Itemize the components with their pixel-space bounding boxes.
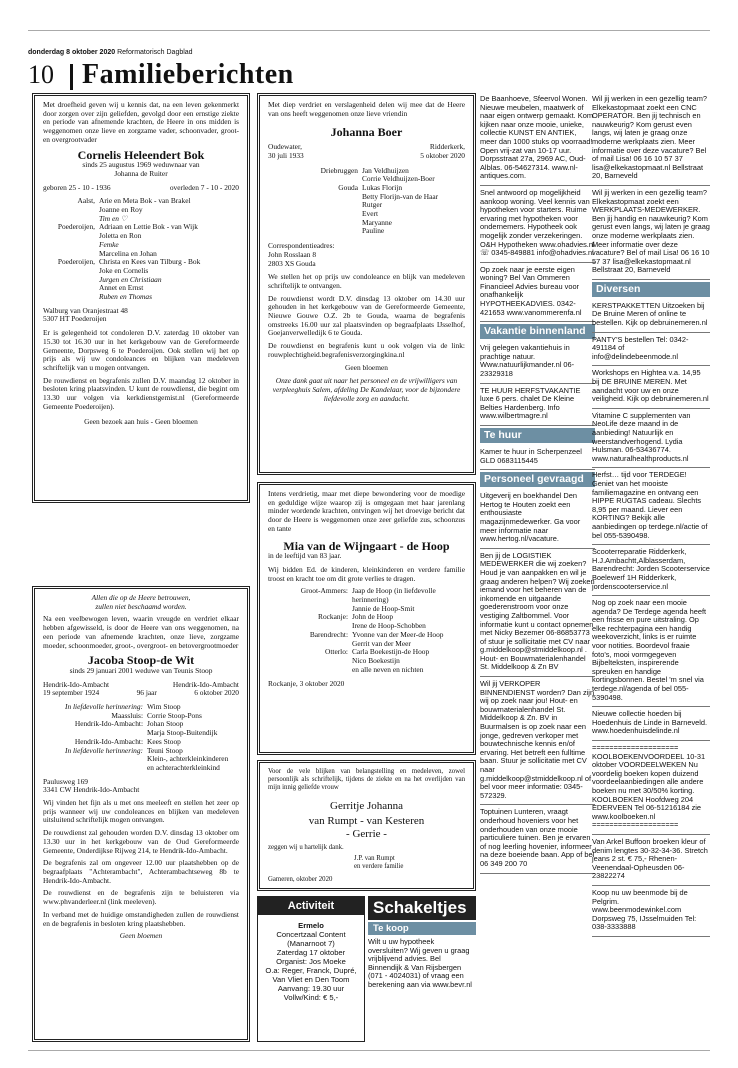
- date-bar: [28, 49, 193, 56]
- page-number: 10: [28, 60, 54, 89]
- bok-family-row: [43, 232, 239, 241]
- boer-thanks: Onze dank gaat uit naar het personeel en de vrijwilligers van verpleeghuis Salem, afdeling De Kandelaar, voor de bijzondere liefdevolle zorg en aandacht.: [272, 376, 461, 403]
- classified-ad: Wil jij werken in een gezellig team? Elkekastopmaat zoekt een CNC OPERATOR. Ben jij technisch en nauwkeurig? Kom gerust even langs, wij laten je graag onze moderne werkplaats zien. Meer informatie over deze vacature? Bel of mail Lisa! 06 16 10 57 37 lisa@elkekastopmaat.nl Bellstraat 20, Barneveld: [592, 92, 710, 186]
- bok-family-place: Aalst,: [77, 196, 95, 206]
- activiteit-line: Aanvang: 19.30 uur: [277, 984, 345, 993]
- classifieds-column-4: [592, 92, 710, 937]
- notice-hoop: [257, 482, 476, 755]
- notice-rumpt: [257, 760, 476, 891]
- boer-family-place: [268, 201, 358, 210]
- vakantie-header: Vakantie binnenland: [480, 324, 595, 339]
- wit-dates: [43, 689, 239, 698]
- rumpt-name-2: van Rumpt - van Kesteren: [308, 814, 425, 827]
- section-title: Familieberichten: [82, 59, 294, 90]
- rumpt-sign-2: en verdere familie: [354, 862, 404, 870]
- classified-ad: Vrij gelegen vakantiehuis in prachtige natuur. Www.natuurlijkmander.nl 06-23329318: [480, 341, 595, 383]
- rumpt-name-3: - Gerrie -: [346, 827, 387, 840]
- wit-paragraph-5: In verband met de huidige omstandigheden zullen de rouwdienst en de begrafenis in besloten kring plaatshebben.: [43, 909, 239, 928]
- schakeltjes-box: [368, 896, 476, 1042]
- boer-date-left: 30 juli 1933: [268, 150, 304, 160]
- boer-date-right: 5 oktober 2020: [420, 150, 465, 160]
- bok-family-name: Ruben en Thomas: [99, 292, 152, 302]
- bok-died: overleden 7 - 10 - 2020: [169, 182, 239, 192]
- schakeltjes-text: Wilt u uw hypotheek oversluiten? Wij geven u graag vrijblijvend advies. Bel Binnendijk & Van Rijsbergen (071 - 4024031) of vraag een berekening aan via www.bevr.nl: [368, 937, 472, 989]
- bok-address-1: Walburg van Oranjestraat 48: [43, 305, 128, 315]
- classified-ad: Scooterreparatie Ridderkerk, H.J.Ambachtt,Alblasserdam, Barendrecht: Jorden Scooterservice Boelewerf 1H Ridderkerk, jordenscooterservice.nl: [592, 545, 710, 596]
- boer-family-name: Jan Veldhuijzen: [362, 165, 409, 175]
- wit-paragraph-4: De rouwdienst en de begrafenis zijn te beluisteren via www.phvanderleer.nl (link meeleven).: [43, 888, 239, 907]
- hoop-family-place: [268, 657, 348, 666]
- boer-family-name: Maryanne: [362, 217, 392, 227]
- bok-family-name: Marcelina en Johan: [99, 248, 157, 258]
- bok-family-place: [43, 241, 95, 250]
- wit-paragraph-1: Wij vinden het fijn als u met ons meeleeft en stellen het zeer op prijs wanneer wij uw condoleances en blijken van medeleven uitsluitend schriftelijk mogen ontvangen.: [43, 798, 239, 825]
- hoop-family-row: [268, 587, 465, 604]
- bok-family-name: Joanne en Roy: [99, 205, 143, 215]
- wit-family-name: Klein-, achterkleinkinderen: [147, 754, 229, 764]
- wit-age: 96 jaar: [136, 688, 157, 698]
- boer-family-place: [268, 227, 358, 236]
- hoop-family-name: Nico Boekestijn: [352, 655, 400, 665]
- hoop-family-name: John de Hoop: [352, 612, 394, 622]
- bok-family-name: Joletta en Ron: [99, 231, 142, 241]
- bok-family-row: [43, 206, 239, 215]
- notice-bok: [32, 93, 250, 503]
- classified-ad: Koop nu uw beenmode bij de Pelgrim. www.beenmodewinkel.com Dorpsweg 75, IJsselmuiden Tel: 038-3333888: [592, 886, 710, 937]
- boer-family-name: Rutger: [362, 200, 383, 210]
- wit-family-place: Hendrik-Ido-Ambacht:: [74, 736, 143, 746]
- bok-family-name: Jurgen en Christiaan: [99, 274, 162, 284]
- hoop-name: Mia van de Wijngaart - de Hoop: [283, 538, 450, 553]
- tehuur-ads: [480, 445, 595, 470]
- wit-family-place: In liefdevolle herinnering:: [65, 702, 143, 712]
- activiteit-header: Activiteit: [258, 897, 364, 915]
- hoop-paragraph-1: Wij bidden Ed. de kinderen, kleinkinderen en verdere familie troost en kracht toe om dit grote verlies te dragen.: [268, 564, 465, 583]
- boer-family-name: Corrie Veldhuijzen-Boer: [362, 174, 435, 184]
- wit-family-place: [43, 755, 143, 764]
- boer-flowers: Geen bloemen: [345, 362, 388, 372]
- hoop-family-place: Barendrecht:: [309, 629, 348, 639]
- diversen-ads: [592, 299, 710, 937]
- hoop-family-name: Yvonne van der Meer-de Hoop: [352, 629, 444, 639]
- bok-spouse: Johanna de Ruiter: [114, 168, 168, 178]
- bok-family-name: Femke: [99, 239, 119, 249]
- tekoop-header: Te koop: [368, 922, 476, 935]
- wit-verse-2: zullen niet beschaamd worden.: [95, 601, 187, 611]
- wit-family-name: Kees Stoop: [147, 736, 181, 746]
- wit-closing: Geen bloemen: [119, 931, 163, 941]
- wit-family-name: Wim Stoop: [147, 702, 181, 712]
- hoop-intro: Intens verdrietig, maar met diepe bewondering voor de moedige en geduldige wijze waarop zij is omgegaan met haar jarenlang minder wordende krachten, ontvingen wij het droevige bericht dat door de Heere is weggenomen onze zeer geliefde zus, schoonzus en tante: [268, 489, 465, 533]
- bottom-rule: [28, 1050, 710, 1051]
- boer-family-name: Betty Florijn-van de Haar: [362, 191, 439, 201]
- bok-dates: [43, 184, 239, 193]
- boer-family-list: [268, 167, 465, 237]
- rumpt-name-1: Gerritje Johanna: [330, 799, 403, 812]
- hoop-family-name: Jannie de Hoop-Smit: [352, 603, 415, 613]
- bok-family-name: Arie en Meta Bok - van Brakel: [99, 196, 191, 206]
- classified-ad: PANTY'S bestellen Tel: 0342-491184 of info@delindebeenmode.nl: [592, 333, 710, 367]
- bok-family-list: [43, 197, 239, 301]
- wit-family-place: Hendrik-Ido-Ambacht:: [74, 719, 143, 729]
- boer-family-place: [268, 219, 358, 228]
- hoop-family-name: Irene de Hoop-Schobben: [352, 621, 426, 631]
- wit-address-2: 3341 CW Hendrik-Ido-Ambacht: [43, 785, 140, 795]
- wit-name: Jacoba Stoop-de Wit: [87, 653, 195, 668]
- classified-ad: Workshops en Hightea v.a. 14,95 bij DE BRUINE MEREN. Met aandacht voor uw en onze veiligheid. Kijk op debruinemeren.nl: [592, 366, 710, 408]
- vakantie-ads: [480, 341, 595, 426]
- bok-born: geboren 25 - 10 - 1936: [43, 182, 111, 192]
- title-divider: [70, 64, 73, 90]
- activiteit-line: Vollw/Kind: € 5,-: [283, 993, 339, 1002]
- bok-family-name: Joke en Cornelis: [99, 265, 149, 275]
- hoop-age: in de leeftijd van 83 jaar.: [268, 551, 342, 561]
- boer-corr-city: 2803 XS Gouda: [268, 258, 316, 268]
- boer-family-place: Driebruggen: [320, 165, 358, 175]
- activiteit-line: O.a: Reger, Franck, Dupré,: [265, 966, 357, 975]
- rumpt-intro: Voor de vele blijken van belangstelling en medeleven, zowel persoonlijk als schriftelijk, tijdens de ziekte en na het overlijden van mijn innig geliefde vrouw: [268, 768, 465, 791]
- boer-place-left: Oudewater,: [268, 142, 302, 152]
- issue-date: donderdag 8 oktober 2020: [28, 49, 116, 56]
- classified-ad: De Baanhoeve, Sfeervol Wonen. Nieuwe meubelen, maatwerk of naar eigen ontwerp gemaakt. Kom kijken naar onze mooie, unieke, collectie KUNST EN ANTIEK, meer dan 1000 stuks op voorraad! Open vrij-zat van 10-17 uur. Dorpsstraat 27a, 2969 AC, Oud-Alblas. 06-54627314. www.nl-antiques.com.: [480, 92, 595, 186]
- activiteit-body: [258, 915, 364, 1002]
- classified-ad: Nieuwe collectie hoeden bij Hoedenhuis de Linde in Barneveld. www.hoedenhuisdelinde.nl: [592, 707, 710, 741]
- classified-ad: Van Arkel Buffoon broeken kleur of denim lengtes 30-32-34-36. Stretch jeans 2 st. € 75,- Rhenen-Veenendaal-Opheusden 06-23822274: [592, 835, 710, 886]
- classified-ad: Nog op zoek naar een mooie agenda? De Terdege agenda heeft een frisse en pure uitstraling. Op elke rechterpagina een handig weekoverzicht, links is er ruimte voor notities. Boordevol fraaie foto's, mooi vormgegeven Bijbelteksten, inspirerende spreuken en handige kortingsbonnen. Bestel 'm snel via terdege.nl/agenda of bel 055-5390498.: [592, 596, 710, 707]
- boer-family-name: Lukas Florijn: [362, 182, 403, 192]
- activiteit-lines: [258, 930, 364, 1002]
- bok-family-name: Christa en Kees van Tilburg - Bok: [99, 257, 201, 267]
- classified-ad: TE HUUR HERFSTVAKANTIE luxe 6 pers. chalet De Kleine Belties Hardenberg. Info www.wilbertmagre.nl: [480, 384, 595, 426]
- bok-paragraph-2: De rouwdienst en begrafenis zullen D.V. maandag 12 oktober in besloten kring plaatsvinden. U kunt de rouwdienst, die begint om 13.30 uur volgen via kerkdienstgemist.nl (Gereformeerde Gemeente Poederoijen).: [43, 375, 239, 411]
- hoop-family-name: Carla Boekestijn-de Hoop: [352, 647, 430, 657]
- boer-intro: Met diep verdriet en verslagenheid delen wij mee dat de Heere van ons heeft weggenomen onze lieve vriendin: [268, 100, 465, 118]
- schakeltjes-header: Schakeltjes: [368, 896, 476, 920]
- bok-family-place: Poederoijen,: [57, 222, 95, 232]
- wit-place-left: Hendrik-Ido-Ambacht: [43, 679, 110, 689]
- wit-family-row: [43, 764, 239, 773]
- bok-family-place: [43, 284, 95, 293]
- classified-ad: Ben jij de LOGISTIEK MEDEWERKER die wij zoeken? Houd je van aanpakken en wil je graag anderen helpen? Wij zoeken iemand voor het beheren van de inkomende en uitgaande goederenstroom voor onze vestiging Zaltbommel. Voor informatie kunt u contact opnemen met Nicky Bezemer 06-86853773 of stuur je sollicitatie met CV naar g.middelkoop@stmiddelkoop.nl . Hout- en Bouwmaterialenhandel St. Middelkoop & Zn BV: [480, 549, 595, 677]
- hoop-family-row: [268, 666, 465, 675]
- bok-family-place: [43, 267, 95, 276]
- boer-paragraph-2: De rouwdienst wordt D.V. dinsdag 13 oktober om 14.30 uur gehouden in het kerkgebouw van de Gereformeerde Gemeente, Nieuwe Gouwe O.Z. 2b te Gouda, waarna de begrafenis omstreeks 16.00 uur zal plaatsvinden op begraafplaats IJsselhof, Goejanverwelledijk 6 te Gouda.: [268, 293, 465, 338]
- wit-verse-1: Allen die op de Heere betrouwen,: [91, 593, 191, 602]
- boer-corr-street: John Rosslaan 8: [268, 249, 317, 259]
- diversen-header: Diversen: [592, 282, 710, 297]
- wit-intro: Na een veelbewogen leven, waarin vreugde en verdriet elkaar hebben afgewisseld, is door de Heere van ons weggenomen, na een periode van afnemende krachten, onze lieve, zorgzame moeder, schoonmoeder, groot-, overgroot- en betovergrootmoeder: [43, 614, 239, 650]
- bok-address-2: 5307 HT Poederoijen: [43, 314, 107, 324]
- boer-name: Johanna Boer: [330, 125, 403, 140]
- wit-address-1: Paulusweg 169: [43, 776, 88, 786]
- notice-boer: [257, 93, 476, 475]
- wit-date-right: 6 oktober 2020: [194, 688, 239, 698]
- boer-paragraph-3: De rouwdienst en begrafenis kunt u ook volgen via de link: rouwplechtigheid.begrafenisverzorgingkina.nl: [268, 341, 465, 359]
- bok-family-name: Adriaan en Lettie Bok - van Wijk: [99, 222, 198, 232]
- boer-family-place: Gouda: [338, 182, 358, 192]
- top-rule: [28, 30, 710, 31]
- classified-ad: Snel antwoord op mogelijkheid aankoop woning. Veel kennis van hypotheken voor starters. Ruime ervaring met hypotheken voor ondernemers. Hypotheek ook mogelijk zonder verzekeringen. O&H Hypotheken www.ohadvies.nl ☏ 0345-849881 info@ohadvies.nl: [480, 186, 595, 263]
- wit-paragraph-2: De rouwdienst zal gehouden worden D.V. dinsdag 13 oktober om 13.30 uur in het kerkgebouw van de Oud Gereformeerde Gemeente, Onderdijkse Rijweg 214, te Hendrik-Ido-Ambacht.: [43, 828, 239, 855]
- wit-family-name: Corrie Stoop-Pons: [147, 710, 202, 720]
- classified-ad: Wil jij VERKOPER BINNENDIENST worden? Dan zijn wij op zoek naar jou! Hout- en bouwmaterialenhandel St. Middelkoop & Zn. BV in Buurmalsen is op zoek naar een jonge, gedreven verkoper met bouwtechnische kennis en/of ervaring. Het betreft een fulltime baan. Stuur je sollicitatie met CV naar g.middelkoop@stmiddelkoop.nl of bel voor meer informatie: 0345-572329.: [480, 677, 595, 805]
- bok-family-place: [43, 232, 95, 241]
- wit-family-name: Teuni Stoop: [147, 745, 183, 755]
- bok-since: sinds 25 augustus 1969 weduwnaar van: [82, 160, 200, 170]
- paper-name: Reformatorisch Dagblad: [117, 49, 193, 56]
- boer-family-place: [268, 210, 358, 219]
- bok-family-row: [43, 223, 239, 232]
- activiteit-line: Organist: Jos Moeke: [276, 957, 346, 966]
- boer-family-row: [268, 227, 465, 236]
- rumpt-thanks: zeggen wij u hartelijk dank.: [268, 843, 344, 851]
- bok-family-place: [43, 206, 95, 215]
- boer-dates: [268, 152, 465, 161]
- bok-family-place: [43, 276, 95, 285]
- tehuur-header: Te huur: [480, 428, 595, 443]
- classified-ad: Uitgeverij en boekhandel Den Hertog te Houten zoekt een enthousiaste magazijnmedewerker. Ga voor meer informatie naar www.hertog.nl/vacature.: [480, 489, 595, 549]
- classified-ad: Kamer te huur in Scherpenzeel GLD 0683115445: [480, 445, 595, 470]
- boer-family-name: Pauline: [362, 226, 385, 236]
- wit-family-name: en achterachterkleinkind: [147, 762, 220, 772]
- bok-name: Cornelis Heleendert Bok: [77, 147, 205, 162]
- col3-ads: [480, 92, 595, 322]
- activiteit-place: Ermelo: [298, 921, 324, 930]
- hoop-family-name: Gerrit van der Meer: [352, 638, 411, 648]
- classified-ad: Herfst… tijd voor TERDEGE! Geniet van het mooiste familiemagazine en ontvang een HIPPE RUGTAS cadeau. Slechts 8,95 per maand. Liever een KORTING? Bekijk alle aanbiedingen op terdege.nl/actie of bel 055-5390498.: [592, 468, 710, 545]
- activiteit-line: Van Vliet en Den Toom: [272, 975, 350, 984]
- activiteit-line: (Manarnoot 7): [287, 939, 335, 948]
- bok-family-place: [43, 293, 95, 302]
- col4-top-ads: [592, 92, 710, 280]
- bok-intro: Met droefheid geven wij u kennis dat, na een leven gekenmerkt door zorgen over zijn geliefden, gevolgd door een ernstige ziekte en periode van afnemende krachten, de Heere in ons midden is weggenomen onze lieve en zorgzame vader, schoonvader, groot- en overgrootvader: [43, 100, 239, 144]
- rumpt-footer: Gameren, oktober 2020: [268, 875, 333, 883]
- classified-ad: Wil jij werken in een gezellig team? Elkekastopmaat zoekt een WERKPLAATS-MEDEWERKER. Ben jij handig en nauwkeurig? Kom gerust even langs, wij laten je graag onze moderne werkplaats zien. Meer informatie over deze vacature? Bel of mail Lisa! 06 16 10 57 37 lisa@elkekastopmaat.nl Bellstraat 20, Barneveld: [592, 186, 710, 280]
- notice-wit: [32, 586, 250, 1042]
- wit-paragraph-3: De begrafenis zal om ongeveer 12.00 uur plaatshebben op de begraafplaats "Achterambacht", Achterambachtseweg 8b te Hendrik-Ido-Ambacht.: [43, 858, 239, 885]
- wit-family-name: Marja Stoop-Buitendijk: [147, 728, 218, 738]
- bok-family-name: Annet en Ernst: [99, 283, 144, 293]
- activiteit-box: [257, 896, 365, 1042]
- activiteit-line: Concertzaal Content: [276, 930, 346, 939]
- hoop-family-place: [268, 666, 348, 675]
- classified-ad: Toptuinen Lunteren, vraagt onderhoud hoveniers voor het onderhouden van onze mooie particuliere tuinen. Ben je ervaren of nog leerling hovenier, informeer na deze boeiende baan. App of bel 06 349 200 70: [480, 805, 595, 873]
- boer-corr-label: Correspondentieadres:: [268, 241, 335, 251]
- personeel-ads: [480, 489, 595, 873]
- boer-family-place: [268, 193, 358, 202]
- personeel-header: Personeel gevraagd: [480, 472, 595, 487]
- wit-family-place: In liefdevolle herinnering:: [65, 745, 143, 755]
- classifieds-column-3: [480, 92, 595, 874]
- wit-family-place: Maassluis:: [111, 710, 143, 720]
- classified-ad: Vitamine C supplementen van NeoLife deze maand in de aanbieding! Natuurlijk en weerstandverhogend. Lydia Hulsman. 06-53436774. www.naturalhealthproducts.nl: [592, 409, 710, 469]
- classified-ad: Op zoek naar je eerste eigen woning? Bel Van Ommeren Financieel Advies bureau voor onafhankelijk HYPOTHEEKADVIES. 0342-421653 www.vanommerenfa.nl: [480, 263, 595, 323]
- hoop-family-place: Rockanje:: [318, 612, 348, 622]
- bok-family-row: [43, 293, 239, 302]
- activiteit-line: Zaterdag 17 oktober: [276, 948, 346, 957]
- wit-place-right: Hendrik-Ido-Ambacht: [172, 679, 239, 689]
- boer-family-name: Evert: [362, 209, 379, 219]
- wit-family-place: [43, 764, 143, 773]
- boer-paragraph-1: We stellen het op prijs uw condoleance en blijk van medeleven schriftelijk te ontvangen.: [268, 272, 465, 290]
- rumpt-sign-1: J.P. van Rumpt: [354, 854, 395, 862]
- bok-closing: Geen bezoek aan huis - Geen bloemen: [84, 416, 198, 426]
- hoop-family-name: Jaap de Hoop (in liefdevolle herinnering): [352, 586, 436, 605]
- hoop-family-place: Groot-Ammers:: [300, 586, 348, 596]
- hoop-family-name: en alle neven en nichten: [352, 664, 424, 674]
- wit-family-list: [43, 703, 239, 773]
- classified-ad: ==================== KOOLBOEKENVOORDEEL 10-31 oktober VOORDEELWEKEN Nu voordelig boeken kopen duizend voordeelaanbiedingen alle andere boeken nu met 30/50% korting. KOOLBOEKEN Hoofdweg 204 EDERVEEN Tel 06-51216184 zie www.koolboeken.nl ====================: [592, 741, 710, 835]
- hoop-family-place: Otterlo:: [325, 647, 348, 657]
- hoop-family-list: [268, 587, 465, 674]
- bok-paragraph-1: Er is gelegenheid tot condoleren D.V. zaterdag 10 oktober van 15.30 tot 16.30 uur in het kerkgebouw van de Gereformeerde Gemeente, Dorpsweg 6 te Poederoijen. Ook stellen wij het op prijs als wij uw condoleances en blijken van medeleven schriftelijk van u mogen ontvangen.: [43, 328, 239, 372]
- wit-family-name: Johan Stoop: [147, 719, 184, 729]
- wit-since: sinds 29 januari 2001 weduwe van Teunis Stoop: [69, 665, 213, 675]
- boer-place-right: Ridderkerk,: [429, 142, 465, 152]
- hoop-footer: Rockanje, 3 oktober 2020: [268, 679, 345, 689]
- bok-family-place: Poederoijen,: [57, 257, 95, 267]
- classified-ad: KERSTPAKKETTEN Uitzoeken bij De Bruine Meren of online te bestellen. Kijk op debruinemeren.nl: [592, 299, 710, 333]
- wit-date-left: 19 september 1924: [43, 688, 100, 698]
- bok-family-name: Tim en ♡: [99, 213, 128, 223]
